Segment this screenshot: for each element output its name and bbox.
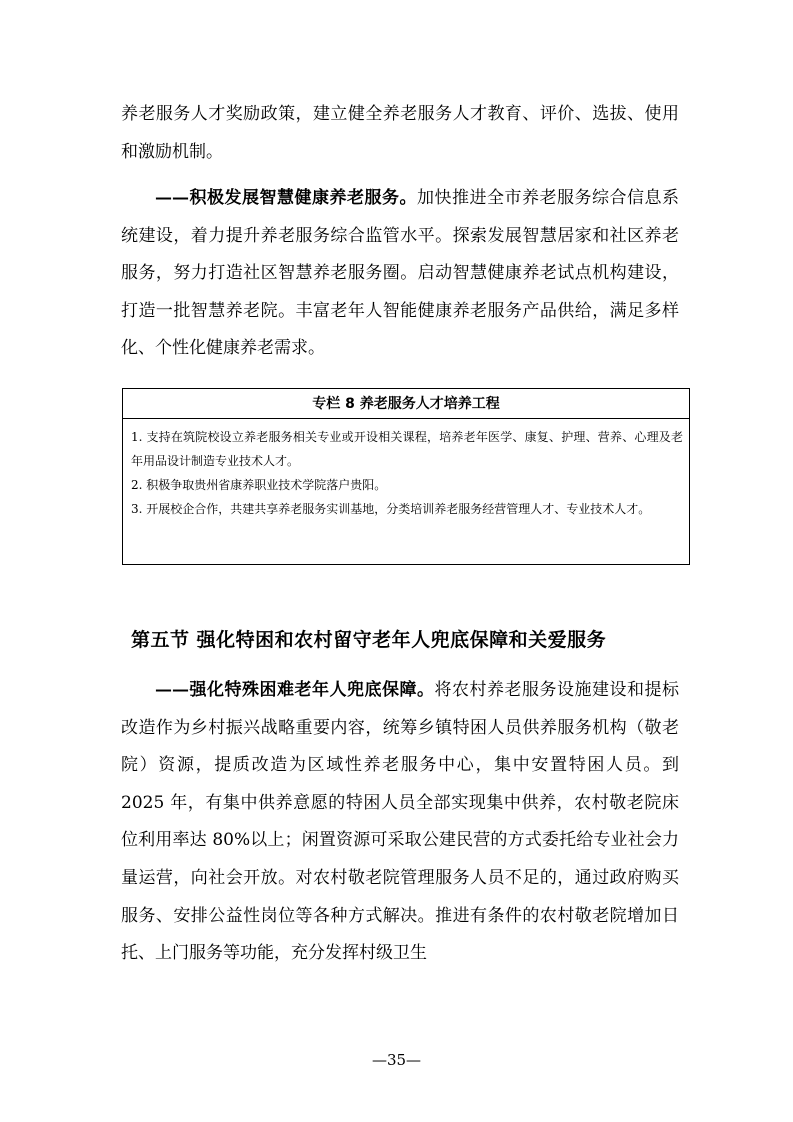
paragraph-smart-elderly-care — [121, 180, 679, 368]
column-box-title: 专栏 8 养老服务人才培养工程 — [123, 389, 689, 419]
column-box-item: 1. 支持在筑院校设立养老服务相关专业或开设相关课程，培养老年医学、康复、护理、营养、心理及老年用品设计制造专业技术人才。 — [131, 430, 683, 468]
paragraph-text: 将农村养老服务设施建设和提标改造作为乡村振兴战略重要内容，统筹乡镇特困人员供养服务机构（敬老院）资源，提质改造为区域性养老服务中心，集中安置特困人员。到 2025 年，有集中供养意愿的特困人员全部实现集中供养，农村敬老院床位利用率达 80%以上；闲置资源可采取公建民营的方式委托给专业社会力量运营，向社会开放。对农村敬老院管理服务人员不足的，通过政府购买服务、安排公益性岗位等各种方式解决。推进有条件的农村敬老院增加日托、上门服务等功能，充分发挥村级卫生 — [121, 680, 679, 964]
paragraph-lead: ——强化特殊困难老年人兜底保障。 — [155, 680, 435, 700]
paragraph-talent-incentive — [121, 96, 679, 171]
column-box-item: 3. 开展校企合作，共建共享养老服务实训基地，分类培训养老服务经营管理人才、专业技术人才。 — [131, 502, 651, 516]
page-number: —35— — [371, 1051, 422, 1069]
section-heading: 第五节 强化特困和农村留守老年人兜底保障和关爱服务 — [131, 629, 607, 651]
paragraph-special-hardship — [121, 672, 679, 973]
paragraph-text: 加快推进全市养老服务综合信息系统建设，着力提升养老服务综合监管水平。探索发展智慧居家和社区养老服务，努力打造社区智慧养老服务圈。启动智慧健康养老试点机构建设，打造一批智慧养老院。丰富老年人智能健康养老服务产品供给，满足多样化、个性化健康养老需求。 — [121, 188, 679, 359]
column-box-item: 2. 积极争取贵州省康养职业技术学院落户贵阳。 — [131, 478, 387, 492]
column-box-body — [123, 419, 689, 521]
paragraph-lead: ——积极发展智慧健康养老服务。 — [155, 188, 417, 208]
column-box-talent-training — [122, 388, 690, 565]
paragraph-text: 养老服务人才奖励政策，建立健全养老服务人才教育、评价、选拔、使用和激励机制。 — [121, 104, 679, 162]
